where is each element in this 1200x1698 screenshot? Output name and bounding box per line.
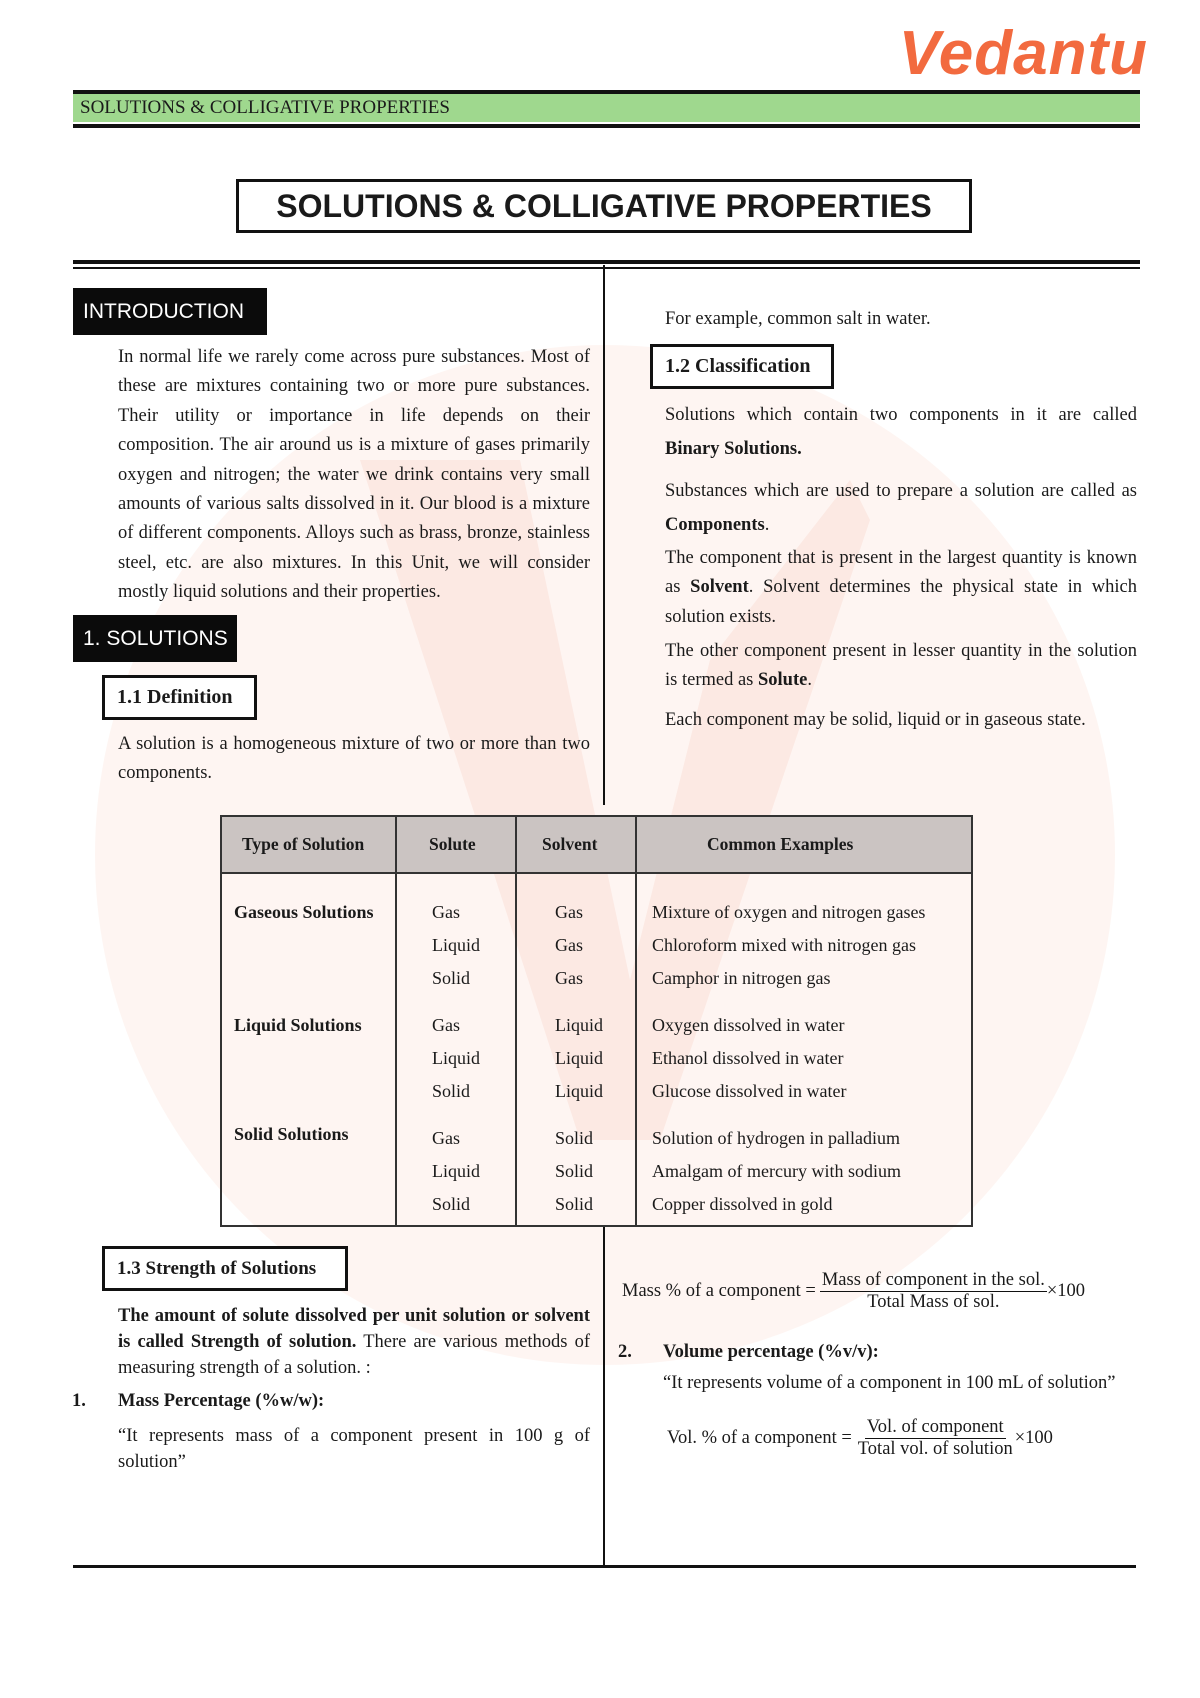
- table-cell: Ethanol dissolved in water: [652, 1048, 844, 1068]
- header-rule-bottom: [73, 124, 1140, 128]
- solvent-post: . Solvent determines the physical state in which solution exists.: [665, 577, 1137, 627]
- components-post: .: [764, 515, 770, 535]
- mass-formula: [622, 1270, 1142, 1313]
- strength-heading: [102, 1246, 348, 1291]
- binary-bold: Binary Solutions.: [665, 439, 802, 459]
- table-cell: Liquid: [555, 1081, 603, 1101]
- item1-quote: “It represents mass of a component present in 100 g of solution”: [118, 1426, 590, 1472]
- section-rule-thin: [73, 267, 1140, 269]
- solutions-heading-text: 1. SOLUTIONS: [83, 626, 228, 650]
- intro-heading: [73, 288, 267, 335]
- strength-intro-rest: There are various methods of measuring strength of a solution. :: [118, 1332, 590, 1378]
- mass-formula-multiplier: ×100: [1046, 1281, 1086, 1301]
- column-divider: [603, 265, 605, 805]
- vol-formula-multiplier: ×100: [1014, 1428, 1053, 1448]
- table-cell: Copper dissolved in gold: [652, 1194, 833, 1214]
- table-cell: Solid: [555, 1194, 594, 1214]
- table-cell: Liquid: [555, 1015, 603, 1035]
- solute-paragraph: [665, 637, 1137, 696]
- column-divider: [603, 1225, 605, 1567]
- vol-fraction-numerator: Vol. of component: [866, 1417, 1004, 1437]
- solutions-table: [220, 815, 973, 1227]
- solvent-bold: Solvent: [690, 577, 749, 598]
- item2-quote: “It represents volume of a component in 100 mL of solution”: [663, 1373, 1116, 1393]
- item1-title: Mass Percentage (%w/w):: [118, 1391, 325, 1411]
- table-cell: Gas: [555, 935, 583, 955]
- page-title-box: [236, 179, 972, 233]
- components-paragraph: [665, 474, 1137, 542]
- table-cell: Amalgam of mercury with sodium: [652, 1161, 901, 1181]
- table-cell: Solid: [555, 1128, 594, 1148]
- vol-fraction: [856, 1417, 1015, 1460]
- table-col-divider: [515, 817, 517, 1225]
- table-cell: Solid: [432, 968, 471, 988]
- table-cell: Gas: [555, 902, 583, 922]
- table-cell: Liquid: [432, 935, 480, 955]
- table-cell: Oxygen dissolved in water: [652, 1015, 845, 1035]
- solute-text: The other component present in lesser quantity in the solution is termed as: [665, 641, 1137, 691]
- vol-fraction-denominator: Total vol. of solution: [857, 1439, 1013, 1459]
- solvent-text: The component that is present in the largest quantity is known as: [665, 548, 1137, 598]
- binary-text: Solutions which contain two components in it are called: [665, 405, 1137, 425]
- table-group-type: Solid Solutions: [234, 1124, 349, 1144]
- table-cell: Solid: [432, 1081, 471, 1101]
- definition-heading-text: 1.1 Definition: [117, 686, 233, 708]
- strength-intro: [118, 1303, 590, 1381]
- solute-bold: Solute: [758, 670, 808, 691]
- table-cell: Liquid: [432, 1161, 480, 1181]
- vol-formula: [667, 1417, 1137, 1460]
- table-cell: Solid: [432, 1194, 471, 1214]
- table-cell: Gas: [432, 902, 460, 922]
- mass-fraction: [820, 1270, 1047, 1313]
- vedantu-logo: Vedantu: [898, 19, 1148, 88]
- table-col-divider: [635, 817, 637, 1225]
- binary-paragraph: [665, 398, 1137, 466]
- components-bold: Components: [665, 515, 765, 535]
- mass-formula-lhs: Mass % of a component =: [622, 1281, 816, 1301]
- solute-post: .: [807, 670, 812, 691]
- solvent-paragraph: [665, 544, 1137, 632]
- table-col-divider: [395, 817, 397, 1225]
- item2-title: Volume percentage (%v/v):: [663, 1342, 879, 1362]
- solutions-heading: [73, 615, 237, 662]
- table-cell: Gas: [432, 1015, 460, 1035]
- table-group-type: Liquid Solutions: [234, 1015, 362, 1035]
- example-text: For example, common salt in water.: [665, 309, 931, 329]
- table-cell: Mixture of oxygen and nitrogen gases: [652, 902, 926, 922]
- state-paragraph: Each component may be solid, liquid or in gaseous state.: [665, 710, 1086, 730]
- table-header-examples: Common Examples: [707, 834, 854, 854]
- intro-heading-text: INTRODUCTION: [83, 299, 244, 323]
- page-title: SOLUTIONS & COLLIGATIVE PROPERTIES: [276, 187, 932, 224]
- item2-number: 2.: [618, 1342, 632, 1362]
- item1-number: 1.: [72, 1391, 86, 1411]
- bottom-rule: [73, 1565, 1136, 1568]
- components-text: Substances which are used to prepare a solution are called as: [665, 481, 1137, 501]
- table-header-type: Type of Solution: [242, 834, 365, 854]
- strength-heading-text: 1.3 Strength of Solutions: [117, 1257, 317, 1279]
- vol-formula-lhs: Vol. % of a component =: [667, 1428, 852, 1448]
- header-band-text: SOLUTIONS & COLLIGATIVE PROPERTIES: [80, 97, 450, 118]
- mass-fraction-denominator: Total Mass of sol.: [867, 1292, 1000, 1312]
- mass-fraction-numerator: Mass of component in the sol.: [821, 1270, 1045, 1290]
- table-cell: Solid: [555, 1161, 594, 1181]
- table-cell: Gas: [555, 968, 583, 988]
- table-cell: Gas: [432, 1128, 460, 1148]
- table-cell: Camphor in nitrogen gas: [652, 968, 831, 988]
- strength-intro-bold: The amount of solute dissolved per unit solution or solvent is called Strength of solution.: [118, 1306, 590, 1352]
- intro-paragraph: In normal life we rarely come across pure substances. Most of these are mixtures containing two or more pure substances. Their utility or importance in life depends on their composition. The air around us is a mixture of gases primarily oxygen and nitrogen; the water we drink contains very small amounts of various salts dissolved in it. Our blood is a mixture of different components. Alloys such as brass, bronze, stainless steel, etc. are also mixtures. In this Unit, we will consider mostly liquid solutions and their properties.: [118, 347, 590, 603]
- section-rule: [73, 260, 1140, 264]
- table-cell: Liquid: [555, 1048, 603, 1068]
- table-header-solvent: Solvent: [542, 834, 598, 854]
- classification-heading-text: 1.2 Classification: [665, 355, 811, 377]
- classification-heading: [650, 344, 834, 389]
- table-cell: Liquid: [432, 1048, 480, 1068]
- table-cell: Solution of hydrogen in palladium: [652, 1128, 900, 1148]
- table-cell: Chloroform mixed with nitrogen gas: [652, 935, 916, 955]
- definition-heading: [102, 675, 257, 720]
- table-group-type: Gaseous Solutions: [234, 902, 374, 922]
- definition-paragraph: A solution is a homogeneous mixture of two or more than two components.: [118, 734, 590, 784]
- table-header-solute: Solute: [429, 834, 476, 854]
- table-cell: Glucose dissolved in water: [652, 1081, 847, 1101]
